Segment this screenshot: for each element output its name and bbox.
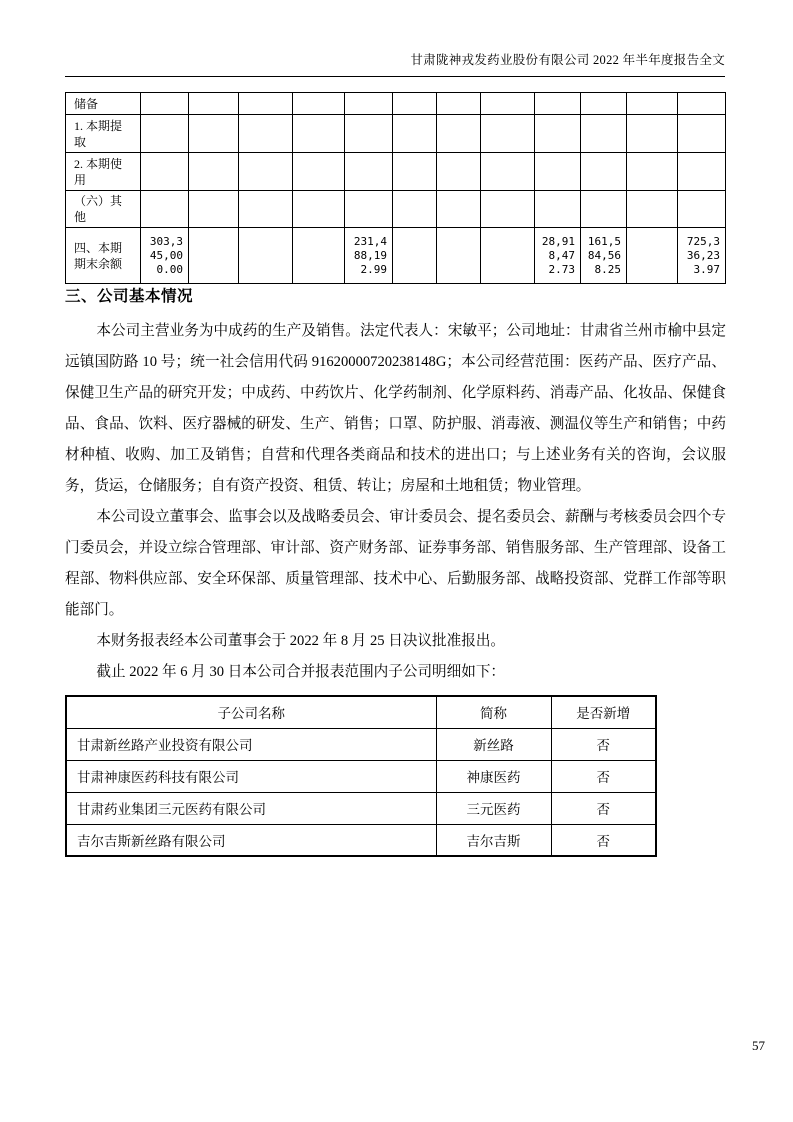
equity-table-row — [66, 228, 726, 284]
equity-value-cell — [481, 115, 535, 153]
equity-value-cell — [481, 153, 535, 191]
equity-value-cell: 161,584,568.25 — [581, 228, 627, 284]
equity-value-cell — [437, 115, 481, 153]
equity-value-cell — [627, 115, 678, 153]
subsidiary-short-name-cell: 神康医药 — [436, 760, 551, 792]
equity-value-cell — [189, 153, 239, 191]
column-header-is-new: 是否新增 — [551, 696, 656, 728]
equity-value-cell — [481, 191, 535, 228]
body-paragraph: 截止 2022 年 6 月 30 日本公司合并报表范围内子公司明细如下： — [96, 664, 506, 680]
page-number: 57 — [752, 1038, 765, 1053]
equity-value-cell — [189, 228, 239, 284]
subsidiary-table-row — [66, 792, 656, 824]
equity-value-cell — [627, 228, 678, 284]
body-text — [65, 316, 726, 857]
equity-value-cell — [293, 191, 345, 228]
equity-value-cell — [535, 191, 581, 228]
document-header — [65, 50, 725, 77]
subsidiary-table — [65, 695, 657, 857]
equity-value-cell — [393, 115, 437, 153]
subsidiary-is-new-cell: 否 — [551, 824, 656, 856]
equity-table-row — [66, 153, 726, 191]
equity-value-cell — [345, 93, 393, 115]
equity-row-label: 储备 — [66, 93, 141, 115]
subsidiary-name-cell: 甘肃药业集团三元医药有限公司 — [66, 792, 436, 824]
equity-value-cell — [535, 115, 581, 153]
equity-value-cell — [141, 93, 189, 115]
equity-value-cell — [293, 93, 345, 115]
equity-value-cell: 28,918,472.73 — [535, 228, 581, 284]
equity-value-cell — [239, 228, 293, 284]
header-title: 甘肃陇神戎发药业股份有限公司 2022 年半年度报告全文 — [410, 53, 725, 67]
subsidiary-header-row — [66, 696, 656, 728]
equity-value-cell — [393, 153, 437, 191]
equity-value-cell — [345, 115, 393, 153]
equity-value-cell — [481, 228, 535, 284]
equity-table-row — [66, 191, 726, 228]
equity-value-cell — [678, 153, 726, 191]
equity-table-body — [66, 93, 726, 284]
equity-table — [65, 92, 726, 284]
body-paragraph: 本公司设立董事会、监事会以及战略委员会、审计委员会、提名委员会、薪酬与考核委员会四个专门委员会，并设立综合管理部、审计部、资产财务部、证券事务部、销售服务部、生产管理部、设备工程部、物料供应部、安全环保部、质量管理部、技术中心、后勤服务部、战略投资部、党群工作部等职能部门。 — [65, 509, 726, 618]
section-title: 三、公司基本情况 — [65, 288, 194, 305]
equity-value-cell — [189, 191, 239, 228]
subsidiary-name-cell: 吉尔吉斯新丝路有限公司 — [66, 824, 436, 856]
equity-value-cell: 231,488,192.99 — [345, 228, 393, 284]
equity-value-cell — [437, 228, 481, 284]
body-paragraph: 本财务报表经本公司董事会于 2022 年 8 月 25 日决议批准报出。 — [96, 633, 506, 649]
equity-value-cell — [437, 93, 481, 115]
equity-value-cell — [393, 191, 437, 228]
subsidiary-table-row — [66, 824, 656, 856]
equity-value-cell: 725,336,233.97 — [678, 228, 726, 284]
equity-value-cell — [581, 93, 627, 115]
equity-value-cell — [239, 153, 293, 191]
equity-value-cell — [393, 228, 437, 284]
equity-value-cell — [345, 191, 393, 228]
equity-value-cell: 303,345,000.00 — [141, 228, 189, 284]
equity-value-cell — [239, 93, 293, 115]
subsidiary-is-new-cell: 否 — [551, 728, 656, 760]
equity-value-cell — [239, 115, 293, 153]
equity-value-cell — [293, 115, 345, 153]
equity-value-cell — [189, 115, 239, 153]
subsidiary-is-new-cell: 否 — [551, 760, 656, 792]
subsidiary-short-name-cell: 新丝路 — [436, 728, 551, 760]
equity-row-label: 2. 本期使用 — [66, 153, 141, 191]
equity-value-cell — [678, 93, 726, 115]
equity-value-cell — [437, 191, 481, 228]
equity-value-cell — [678, 191, 726, 228]
column-header-subsidiary-name: 子公司名称 — [66, 696, 436, 728]
equity-value-cell — [293, 228, 345, 284]
equity-value-cell — [627, 93, 678, 115]
equity-value-cell — [678, 115, 726, 153]
subsidiary-table-row — [66, 728, 656, 760]
equity-row-label: 四、本期期末余额 — [66, 228, 141, 284]
equity-table-row — [66, 115, 726, 153]
equity-value-cell — [535, 93, 581, 115]
equity-value-cell — [345, 153, 393, 191]
equity-value-cell — [581, 153, 627, 191]
equity-value-cell — [581, 115, 627, 153]
subsidiary-is-new-cell: 否 — [551, 792, 656, 824]
equity-value-cell — [627, 153, 678, 191]
body-paragraph: 本公司主营业务为中成药的生产及销售。法定代表人：宋敏平；公司地址：甘肃省兰州市榆中县定远镇国防路 10 号；统一社会信用代码 91620000720238148G；本公司经营范围：医药产品、医疗产品、保健卫生产品的研究开发；中成药、中药饮片、化学药制剂、化学原料药、消毒产品、化妆品、保健食品、食品、饮料、医疗器械的研发、生产、销售；口罩、防护服、消毒液、测温仪等生产和销售；中药材种植、收购、加工及销售；自营和代理各类商品和技术的进出口；与上述业务有关的咨询，会议服务，货运，仓储服务；自有资产投资、租赁、转让；房屋和土地租赁；物业管理。 — [65, 323, 726, 494]
equity-table-row — [66, 93, 726, 115]
equity-value-cell — [627, 191, 678, 228]
equity-value-cell — [141, 153, 189, 191]
equity-value-cell — [393, 93, 437, 115]
subsidiary-table-body — [66, 728, 656, 856]
equity-value-cell — [481, 93, 535, 115]
equity-value-cell — [437, 153, 481, 191]
equity-value-cell — [141, 115, 189, 153]
equity-row-label: 1. 本期提取 — [66, 115, 141, 153]
equity-value-cell — [189, 93, 239, 115]
equity-row-label: （六）其他 — [66, 191, 141, 228]
equity-value-cell — [535, 153, 581, 191]
subsidiary-name-cell: 甘肃神康医药科技有限公司 — [66, 760, 436, 792]
equity-value-cell — [141, 191, 189, 228]
subsidiary-short-name-cell: 吉尔吉斯 — [436, 824, 551, 856]
subsidiary-table-row — [66, 760, 656, 792]
column-header-short-name: 简称 — [436, 696, 551, 728]
equity-value-cell — [581, 191, 627, 228]
subsidiary-short-name-cell: 三元医药 — [436, 792, 551, 824]
subsidiary-name-cell: 甘肃新丝路产业投资有限公司 — [66, 728, 436, 760]
equity-value-cell — [239, 191, 293, 228]
equity-value-cell — [293, 153, 345, 191]
